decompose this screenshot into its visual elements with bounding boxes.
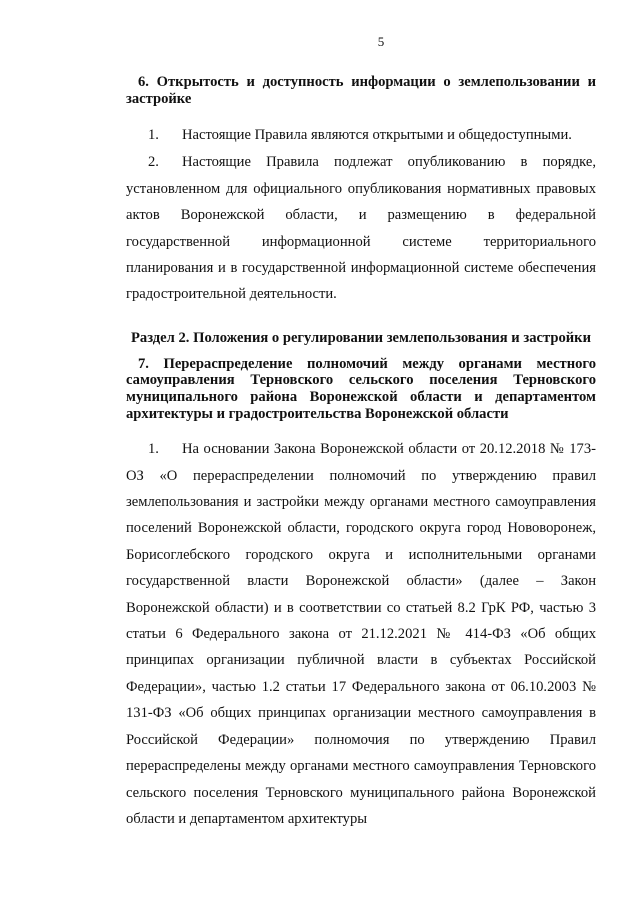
section-6-paragraph-1 bbox=[126, 122, 596, 148]
page-number: 5 bbox=[377, 34, 385, 49]
paragraph-number: 1. bbox=[148, 441, 159, 458]
section-7-paragraph-1 bbox=[126, 436, 596, 832]
section-6-heading: 6. Открытость и доступность информации о землепользовании и застройке bbox=[126, 74, 596, 107]
paragraph-number: 2. bbox=[148, 154, 159, 171]
paragraph-text: Настоящие Правила подлежат опубликованию в порядке, установленном для официального опубликования нормативных правовых актов Воронежской области, и размещению в федеральной государственной информационной системе территориального планирования и в государственной информационной системе обеспечения градостроительной деятельности. bbox=[126, 154, 596, 303]
paragraph-text: На основании Закона Воронежской области от 20.12.2018 № 173-ОЗ «О перераспределении полномочий по утверждению правил землепользования и застройки между органами местного самоуправления поселений Воронежской области, городского округа город Нововоронеж, Борисоглебского городского округа и исполнительными органами государственной власти Воронежской области» (далее – Закон Воронежской области) и в соответствии со статьей 8.2 ГрК РФ, частью 3 статьи 6 Федерального закона от 21.12.2021 № 414-ФЗ «Об общих принципах организации публичной власти в субъектах Российской Федерации», частью 1.2 статьи 17 Федерального закона от 06.10.2003 № 131-ФЗ «Об общих принципах организации местного самоуправления в Российской Федерации» полномочия по утверждению Правил перераспределены между органами местного самоуправления Терновского сельского поселения Терновского муниципального района Воронежской области и департаментом архитектуры bbox=[126, 441, 596, 827]
paragraph-number: 1. bbox=[148, 127, 159, 143]
paragraph-text: Настоящие Правила являются открытыми и общедоступными. bbox=[182, 127, 572, 143]
part-2-heading: Раздел 2. Положения о регулировании землепользования и застройки bbox=[130, 329, 591, 346]
section-6-paragraph-2 bbox=[126, 149, 596, 307]
section-7-heading: 7. Перераспределение полномочий между органами местного самоуправления Терновского сельского поселения Терновского муниципального района Воронежской области и департаментом архитектуры и градостроительства Воронежской области bbox=[126, 355, 596, 422]
